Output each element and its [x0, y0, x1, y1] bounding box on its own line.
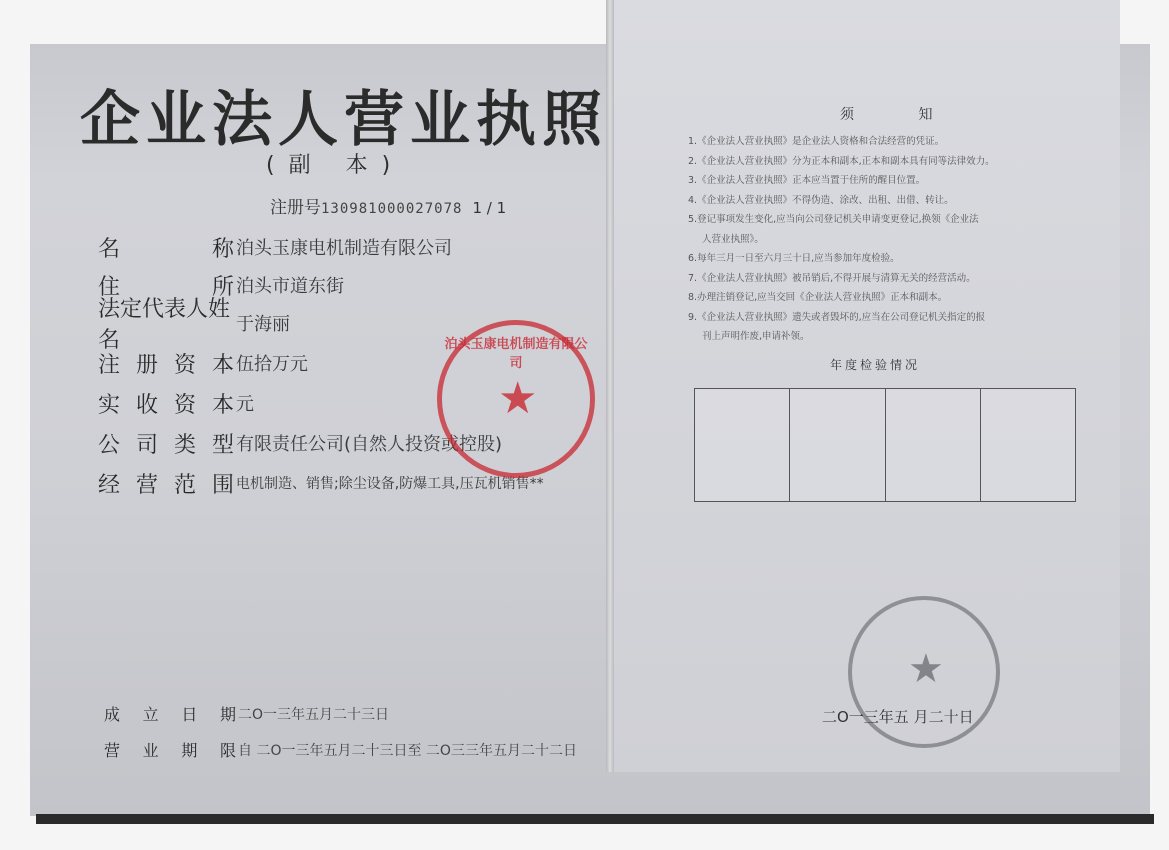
date-row — [104, 702, 389, 725]
field-value: 电机制造、销售;除尘设备,防爆工具,压瓦机销售** — [236, 476, 544, 492]
field-row — [98, 230, 452, 264]
notice-item: 8.办理注销登记,应当交回《企业法人营业执照》正本和副本。 — [688, 292, 948, 303]
field-label-char: 收 — [135, 392, 158, 418]
date-label-char: 日 — [181, 705, 198, 724]
inspection-cell — [981, 389, 1075, 501]
notice-item: 3.《企业法人营业执照》正本应当置于住所的醒目位置。 — [688, 175, 926, 186]
notice-item: 1.《企业法人营业执照》是企业法人资格和合法经营的凭证。 — [688, 136, 945, 147]
field-label-char: 资 — [173, 392, 196, 418]
issue-date: 二O一三年五 月二十日 — [822, 708, 974, 726]
field-label-char: 公 — [98, 432, 121, 458]
field-label-char: 住 — [98, 274, 121, 300]
notice-item: 7.《企业法人营业执照》被吊销后,不得开展与清算无关的经营活动。 — [688, 272, 976, 284]
date-row — [104, 738, 577, 761]
date-label-char: 期 — [181, 741, 198, 760]
field-label-char: 所 — [211, 274, 234, 300]
field-label — [98, 292, 234, 354]
registration-value: 130981000027078 — [321, 201, 463, 217]
notice-item: 9.《企业法人营业执照》遗失或者毁坏的,应当在公司登记机关指定的报 — [688, 311, 986, 323]
notice-title: 须 知 — [840, 107, 963, 123]
field-label-char: 本 — [211, 392, 234, 418]
field-value: 元 — [236, 394, 254, 415]
field-label-char: 类 — [173, 432, 196, 458]
field-label-char: 营 — [135, 472, 158, 498]
copy-subtitle: (副 本) — [266, 153, 405, 178]
star-icon: ★ — [498, 373, 538, 424]
date-label-char: 限 — [219, 741, 236, 760]
license-title: 企业法人营业执照 — [80, 85, 608, 155]
company-seal — [437, 320, 595, 478]
date-label — [104, 738, 236, 761]
field-value: 伍拾万元 — [236, 354, 308, 375]
inspection-cell — [886, 389, 981, 501]
notice-item: 6.每年三月一日至六月三十日,应当参加年度检验。 — [688, 253, 900, 264]
field-label-char: 经 — [98, 472, 121, 498]
field-row — [98, 466, 544, 500]
page-indicator: 1 / 1 — [472, 199, 507, 217]
field-value: 泊头市道东街 — [236, 276, 344, 297]
field-label-char: 本 — [211, 352, 234, 378]
date-label-char: 成 — [104, 705, 121, 724]
field-label-char: 型 — [211, 432, 234, 458]
notice-item: 人营业执照》。 — [702, 233, 764, 245]
field-row — [98, 426, 502, 460]
field-label-char: 法定代表人姓名 — [98, 297, 231, 353]
inspection-cell — [790, 389, 885, 501]
field-row — [98, 386, 254, 420]
field-value: 于海丽 — [236, 314, 290, 335]
date-value: 二O一三年五月二十三日 — [238, 706, 390, 723]
field-label — [98, 388, 234, 419]
notice-list — [688, 132, 1088, 347]
date-label-char: 立 — [142, 705, 159, 724]
notice-item: 2.《企业法人营业执照》分为正本和副本,正本和副本具有同等法律效力。 — [688, 155, 995, 167]
star-icon: ★ — [908, 646, 944, 692]
date-value: 自 二O一三年五月二十三日至 二O三三年五月二十二日 — [238, 742, 577, 759]
field-value: 有限责任公司(自然人投资或控股) — [236, 434, 503, 455]
field-row — [98, 297, 290, 353]
field-value: 泊头玉康电机制造有限公司 — [236, 238, 452, 259]
date-label-char: 期 — [219, 705, 236, 724]
company-seal-text: 泊头玉康电机制造有限公司 — [444, 337, 588, 371]
field-label-char: 司 — [135, 432, 158, 458]
inspection-grid — [694, 388, 1076, 502]
field-label-char: 范 — [173, 472, 196, 498]
scan-edge — [36, 814, 1154, 824]
field-label-char: 注 — [98, 352, 121, 378]
notice-item: 5.登记事项发生变化,应当向公司登记机关申请变更登记,换领《企业法 — [688, 214, 979, 225]
date-label-char: 营 — [104, 741, 121, 760]
registration-label: 注册号 — [270, 198, 321, 218]
field-label-char: 资 — [173, 352, 196, 378]
field-label — [98, 232, 234, 263]
notice-item: 4.《企业法人营业执照》不得伪造、涂改、出租、出借、转让。 — [688, 194, 954, 206]
registration-number — [270, 193, 506, 218]
field-label-char: 册 — [135, 352, 158, 378]
field-label — [98, 468, 234, 499]
field-row — [98, 346, 308, 380]
inspection-cell — [695, 389, 790, 501]
field-label — [98, 348, 234, 379]
field-label-char: 称 — [211, 236, 234, 262]
field-label-char: 名 — [98, 236, 121, 262]
notice-item: 刊上声明作废,申请补领。 — [702, 331, 810, 342]
field-label — [98, 428, 234, 459]
date-label-char: 业 — [142, 741, 159, 760]
field-label-char: 实 — [98, 392, 121, 418]
date-label — [104, 702, 236, 725]
inspection-title: 年度检验情况 — [830, 358, 921, 372]
field-label-char: 围 — [211, 472, 234, 498]
